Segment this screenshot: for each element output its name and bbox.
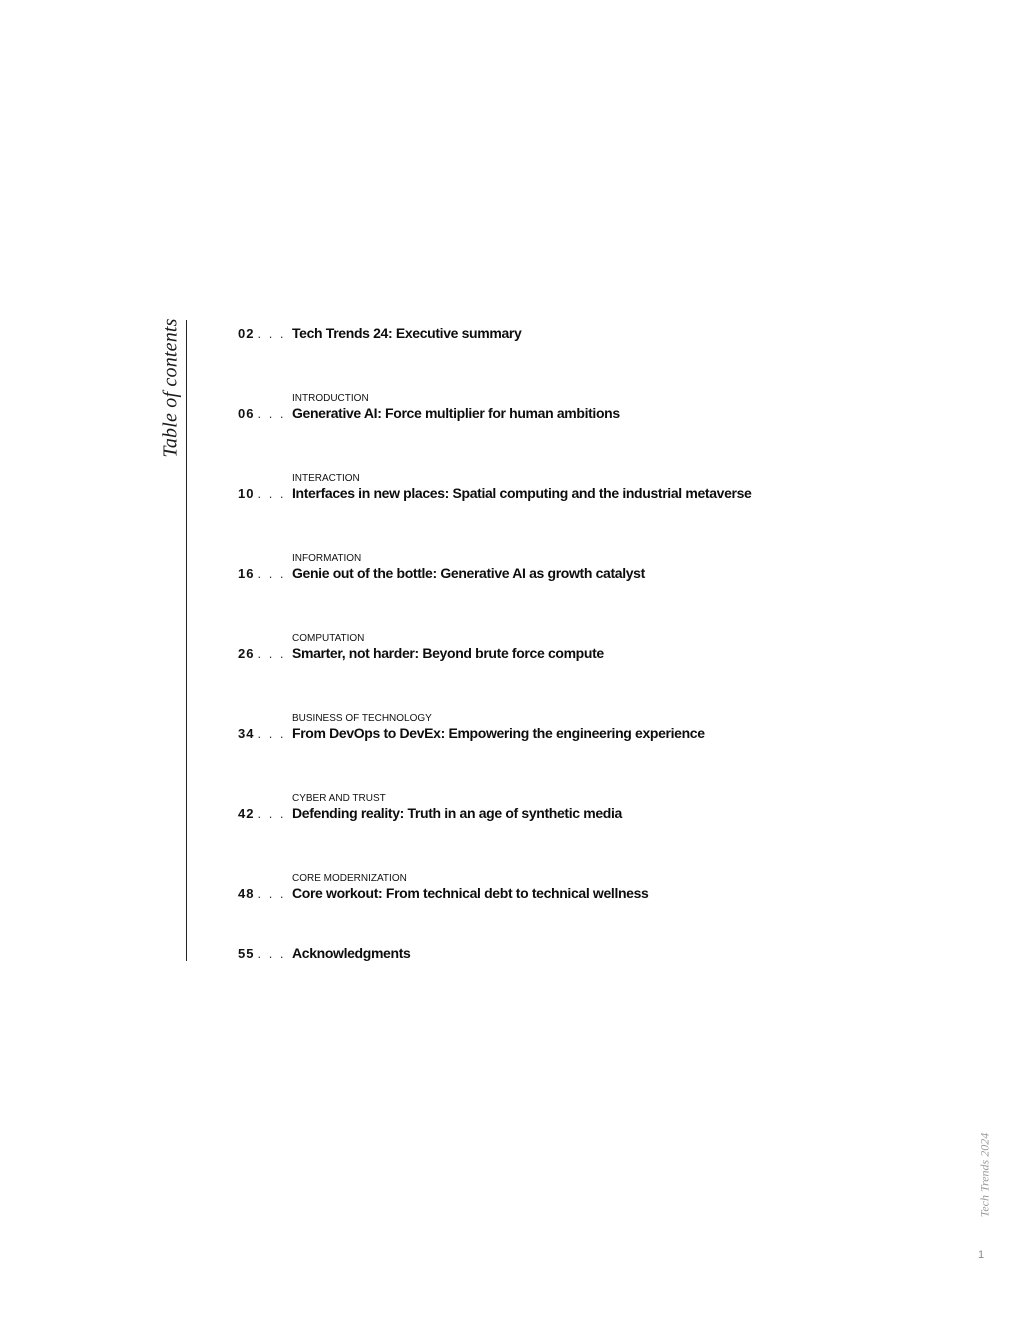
entry-title[interactable]: Smarter, not harder: Beyond brute force compute xyxy=(292,645,604,661)
toc-entry-acknowledgments[interactable] xyxy=(238,945,858,965)
entry-title[interactable]: Tech Trends 24: Executive summary xyxy=(292,325,522,341)
toc-entry-executive-summary[interactable] xyxy=(238,325,858,345)
entry-section-label: CORE MODERNIZATION xyxy=(292,873,407,884)
entry-section-label: CYBER AND TRUST xyxy=(292,793,386,804)
entry-title[interactable]: From DevOps to DevEx: Empowering the engineering experience xyxy=(292,725,705,741)
toc-entry-core-modernization[interactable] xyxy=(238,873,858,905)
entry-page-number: 34 . . . xyxy=(238,726,286,741)
entry-page-number: 10 . . . xyxy=(238,486,286,501)
toc-entry-interaction[interactable] xyxy=(238,473,858,505)
publication-running-title: Tech Trends 2024 xyxy=(977,1132,992,1218)
entry-page-number: 02 . . . xyxy=(238,326,286,341)
toc-entry-information[interactable] xyxy=(238,553,858,585)
toc-heading: Table of contents xyxy=(159,318,182,458)
entry-title[interactable]: Interfaces in new places: Spatial computing and the industrial metaverse xyxy=(292,485,752,501)
entry-title[interactable]: Generative AI: Force multiplier for human ambitions xyxy=(292,405,620,421)
toc-entry-introduction[interactable] xyxy=(238,393,858,425)
entry-page-number: 26 . . . xyxy=(238,646,286,661)
entry-page-number: 06 . . . xyxy=(238,406,286,421)
entry-page-number: 42 . . . xyxy=(238,806,286,821)
entry-title[interactable]: Genie out of the bottle: Generative AI as growth catalyst xyxy=(292,565,645,581)
entry-title[interactable]: Core workout: From technical debt to technical wellness xyxy=(292,885,649,901)
entry-section-label: INTRODUCTION xyxy=(292,393,369,404)
page-number: 1 xyxy=(978,1249,985,1261)
toc-entry-business-of-technology[interactable] xyxy=(238,713,858,745)
toc-entry-computation[interactable] xyxy=(238,633,858,665)
entry-title[interactable]: Defending reality: Truth in an age of synthetic media xyxy=(292,805,622,821)
entry-section-label: INFORMATION xyxy=(292,553,362,564)
entry-page-number: 55 . . . xyxy=(238,946,286,961)
entry-section-label: BUSINESS OF TECHNOLOGY xyxy=(292,713,432,724)
entry-section-label: INTERACTION xyxy=(292,473,360,484)
entry-page-number: 16 . . . xyxy=(238,566,286,581)
entry-title[interactable]: Acknowledgments xyxy=(292,945,411,961)
entry-page-number: 48 . . . xyxy=(238,886,286,901)
toc-divider-line xyxy=(186,320,187,961)
entry-section-label: COMPUTATION xyxy=(292,633,365,644)
toc-entry-cyber-and-trust[interactable] xyxy=(238,793,858,825)
